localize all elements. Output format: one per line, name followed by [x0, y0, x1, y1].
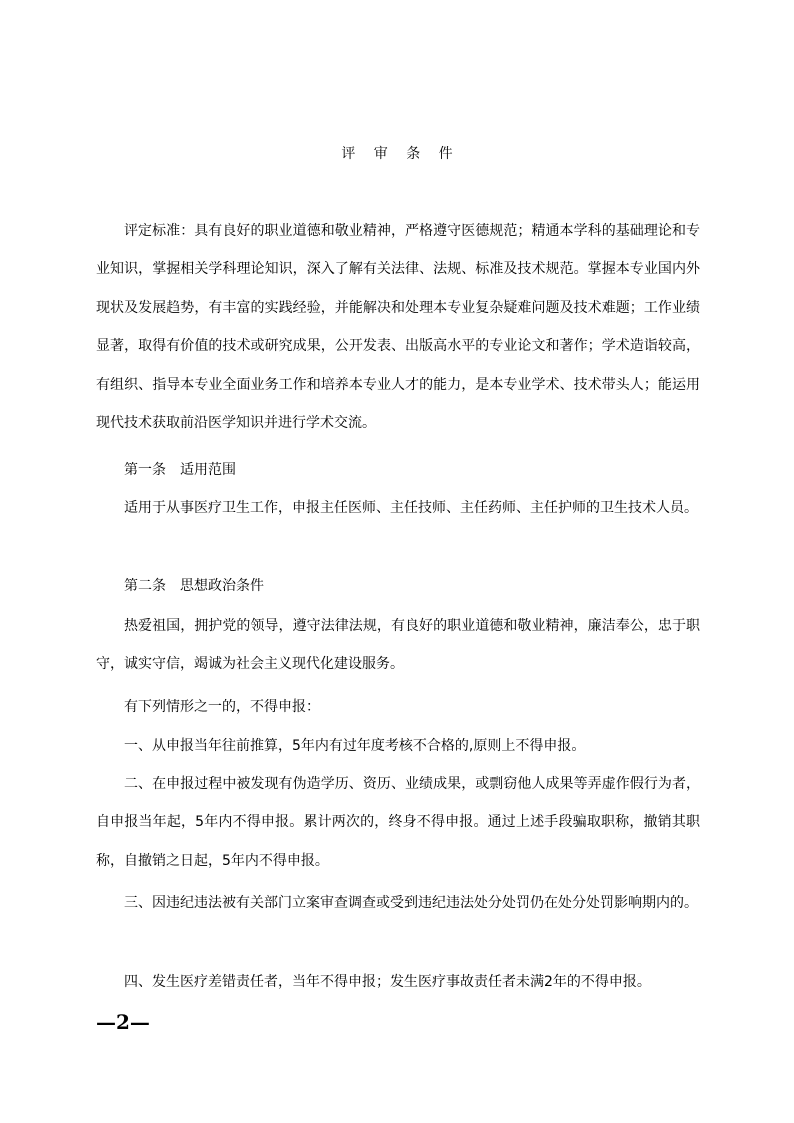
document-title: 评 审 条 件 — [341, 146, 460, 162]
exclusion-item-3: 三、因违纪违法被有关部门立案审查调查或受到违纪违法处分处罚仍在处分处罚影响期内的。 — [124, 895, 698, 911]
article2-paragraph: 热爱祖国，拥护党的领导，遵守法律法规，有良好的职业道德和敬业精神，廉洁奉公，忠于职守，诚实守信，竭诚为社会主义现代化建设服务。 — [96, 618, 700, 673]
exclusion-intro: 有下列情形之一的，不得申报： — [124, 699, 320, 715]
evaluation-standard-paragraph: 评定标准：具有良好的职业道德和敬业精神，严格遵守医德规范；精通本学科的基础理论和专业知识，掌握相关学科理论知识，深入了解有关法律、法规、标准及技术规范。掌握本专业国内外现状及发展趋势，有丰富的实践经验，并能解决和处理本专业复杂疑难问题及技术难题；工作业绩显著，取得有价值的技术或研究成果，公开发表、出版高水平的专业论文和著作；学术造诣较高，有组织、指导本专业全面业务工作和培养本专业人才的能力，是本专业学术、技术带头人；能运用现代技术获取前沿医学知识并进行学术交流。 — [96, 223, 700, 432]
exclusion-item-4: 四、发生医疗差错责任者，当年不得申报；发生医疗事故责任者未满2年的不得申报。 — [124, 974, 651, 990]
exclusion-item-2: 二、在申报过程中被发现有伪造学历、资历、业绩成果，或剽窃他人成果等弄虚作假行为者，自申报当年起，5年内不得申报。累计两次的，终身不得申报。通过上述手段骗取职称，撤销其职称，自撤销之日起，5年内不得申报。 — [96, 776, 700, 869]
article1-heading: 第一条 适用范围 — [124, 462, 236, 478]
page-number: —2— — [96, 1010, 150, 1034]
exclusion-item-1: 一、从申报当年往前推算，5年内有过年度考核不合格的,原则上不得申报。 — [124, 738, 586, 754]
article1-text: 适用于从事医疗卫生工作，申报主任医师、主任技师、主任药师、主任护师的卫生技术人员。 — [124, 500, 698, 516]
article2-heading: 第二条 思想政治条件 — [124, 578, 264, 594]
